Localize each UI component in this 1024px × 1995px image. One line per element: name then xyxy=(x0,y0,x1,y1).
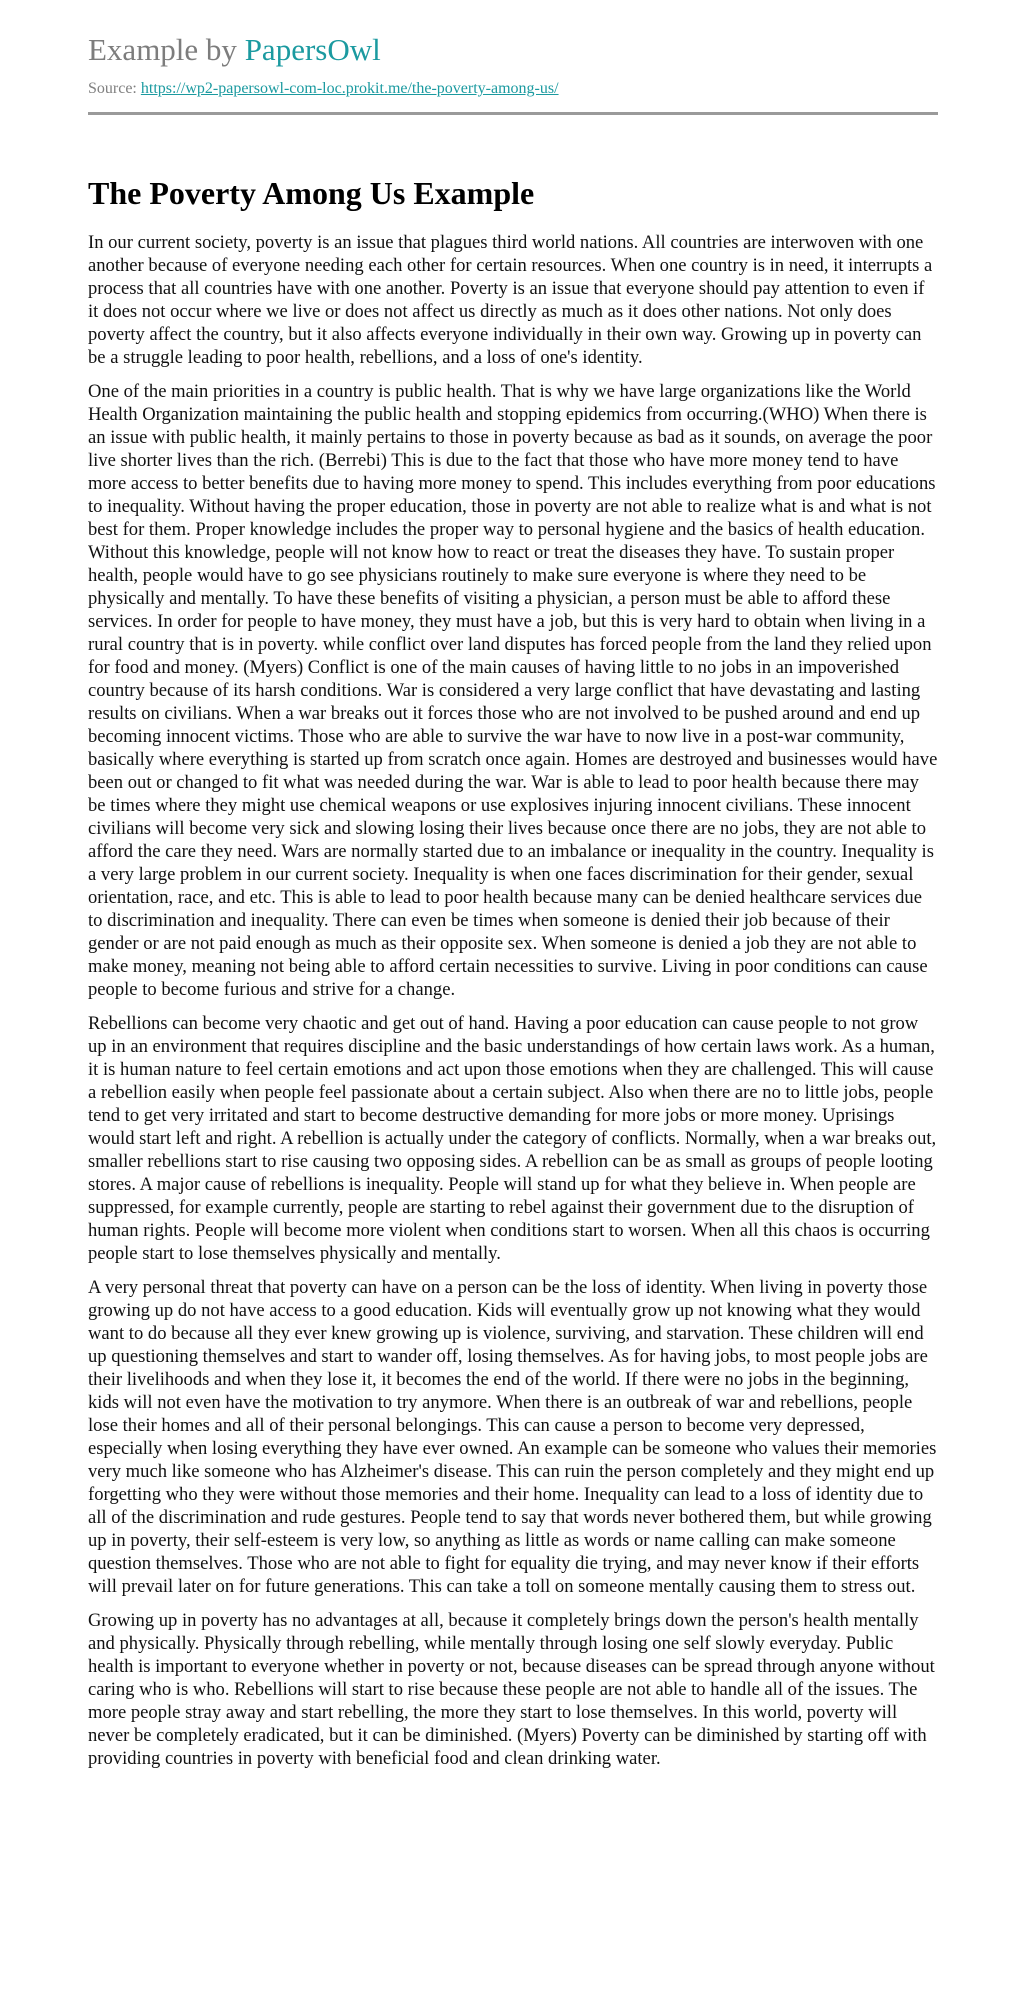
source-line xyxy=(88,78,938,100)
header-divider xyxy=(88,112,938,115)
document-page xyxy=(88,0,938,1781)
brand-name: PapersOwl xyxy=(244,32,381,67)
source-label: Source: xyxy=(88,80,137,97)
source-link[interactable]: https://wp2-papersowl-com-loc.prokit.me/the-poverty-among-us/ xyxy=(140,80,559,97)
brand-heading xyxy=(88,30,938,70)
article-body xyxy=(88,231,938,1770)
paragraph-5: Growing up in poverty has no advantages at all, because it completely brings down the person's health mentally and physically. Physically through rebelling, while mentally through losing one self slowly everyday. Public health is important to everyone whether in poverty or not, because diseases can be spread through anyone without caring who is who. Rebellions will start to rise because these people are not able to handle all of the issues. The more people stray away and start rebelling, the more they start to lose themselves. In this world, poverty will never be completely eradicated, but it can be diminished. (Myers) Poverty can be diminished by starting off with providing countries in poverty with beneficial food and clean drinking water. xyxy=(88,1610,935,1769)
paragraph-3: Rebellions can become very chaotic and get out of hand. Having a poor education can cause people to not grow up in an environment that requires discipline and the basic understandings of how certain laws work. As a human, it is human nature to feel certain emotions and act upon those emotions when they are challenged. This will cause a rebellion easily when people feel passionate about a certain subject. Also when there are no to little jobs, people tend to get very irritated and start to become destructive demanding for more jobs or more money. Uprisings would start left and right. A rebellion is actually under the category of conflicts. Normally, when a war breaks out, smaller rebellions start to rise causing two opposing sides. A rebellion can be as small as groups of people looting stores. A major cause of rebellions is inequality. People will stand up for what they believe in. When people are suppressed, for example currently, people are starting to rebel against their government due to the disruption of human rights. People will become more violent when conditions start to worsen. When all this chaos is occurring people start to lose themselves physically and mentally. xyxy=(88,1013,937,1264)
article-title: The Poverty Among Us Example xyxy=(88,175,535,211)
brand-prefix: Example by xyxy=(88,32,237,67)
paragraph-2: One of the main priorities in a country is public health. That is why we have large organizations like the World Health Organization maintaining the public health and stopping epidemics from occurring.(WHO) When there is an issue with public health, it mainly pertains to those in poverty because as bad as it sounds, on average the poor live shorter lives than the rich. (Berrebi) This is due to the fact that those who have more money tend to have more access to better benefits due to having more money to spend. This includes everything from poor educations to inequality. Without having the proper education, those in poverty are not able to realize what is and what is not best for them. Proper knowledge includes the proper way to personal hygiene and the basics of health education. Without this knowledge, people will not know how to react or treat the diseases they have. To sustain proper health, people would have to go see physicians routinely to make sure everyone is where they need to be physically and mentally. To have these benefits of visiting a physician, a person must be able to afford these services. In order for people to have money, they must have a job, but this is very hard to obtain when living in a rural country that is in poverty. while conflict over land disputes has forced people from the land they relied upon for food and money. (Myers) Conflict is one of the main causes of having little to no jobs in an impoverished country because of its harsh conditions. War is considered a very large conflict that have devastating and lasting results on civilians. When a war breaks out it forces those who are not involved to be pushed around and end up becoming innocent victims. Those who are able to survive the war have to now live in a post-war community, basically where everything is started up from scratch once again. Homes are destroyed and businesses would have been out or changed to fit what was needed during the war. War is able to lead to poor health because there may be times where they might use chemical weapons or use explosives injuring innocent civilians. These innocent civilians will become very sick and slowing losing their lives because once there are no jobs, they are not able to afford the care they need. Wars are normally started due to an imbalance or inequality in the country. Inequality is a very large problem in our current society. Inequality is when one faces discrimination for their gender, sexual orientation, race, and etc. This is able to lead to poor health because many can be denied healthcare services due to discrimination and inequality. There can even be times when someone is denied their job because of their gender or are not paid enough as much as their opposite sex. When someone is denied a job they are not able to make money, meaning not being able to afford certain necessities to survive. Living in poor conditions can cause people to become furious and strive for a change. xyxy=(88,381,938,1000)
paragraph-1: In our current society, poverty is an issue that plagues third world nations. All countries are interwoven with one another because of everyone needing each other for certain resources. When one country is in need, it interrupts a process that all countries have with one another. Poverty is an issue that everyone should pay attention to even if it does not occur where we live or does not affect us directly as much as it does other nations. Not only does poverty affect the country, but it also affects everyone individually in their own way. Growing up in poverty can be a struggle leading to poor health, rebellions, and a loss of one's identity. xyxy=(88,232,933,368)
paragraph-4: A very personal threat that poverty can have on a person can be the loss of identity. When living in poverty those growing up do not have access to a good education. Kids will eventually grow up not knowing what they would want to do because all they ever knew growing up is violence, surviving, and starvation. These children will end up questioning themselves and start to wander off, losing themselves. As for having jobs, to most people jobs are their livelihoods and when they lose it, it becomes the end of the world. If there were no jobs in the beginning, kids will not even have the motivation to try anymore. When there is an outbreak of war and rebellions, people lose their homes and all of their personal belongings. This can cause a person to become very depressed, especially when losing everything they have ever owned. An example can be someone who values their memories very much like someone who has Alzheimer's disease. This can ruin the person completely and they might end up forgetting who they were without those memories and their home. Inequality can lead to a loss of identity due to all of the discrimination and rude gestures. People tend to say that words never bothered them, but while growing up in poverty, their self-esteem is very low, so anything as little as words or name calling can make someone question themselves. Those who are not able to fight for equality die trying, and may never know if their efforts will prevail later on for future generations. This can take a toll on someone mentally causing them to stress out. xyxy=(88,1277,937,1597)
